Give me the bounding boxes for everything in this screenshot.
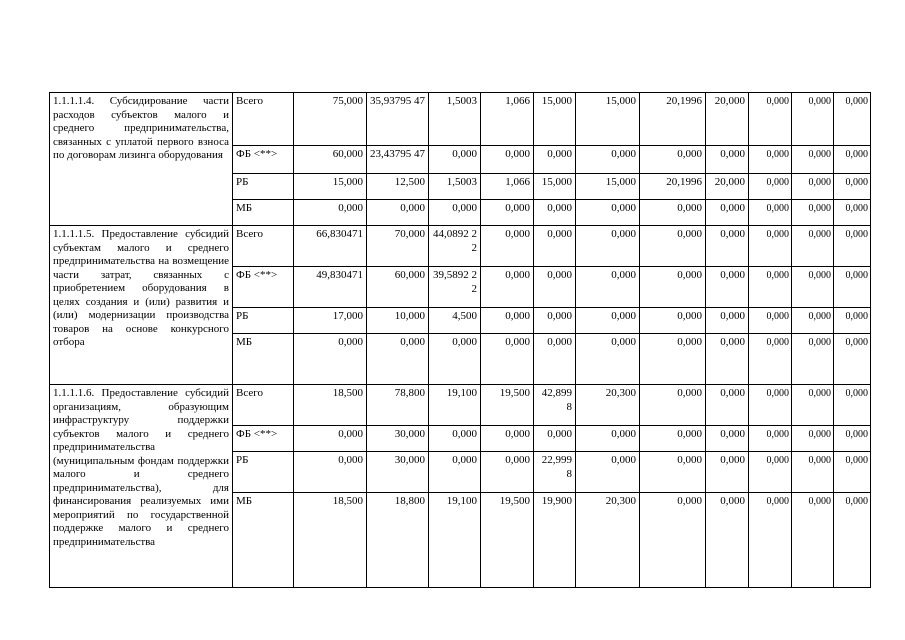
amount-cell: 60,000: [294, 146, 367, 174]
amount-cell: 0,000: [429, 452, 481, 493]
amount-cell: 19,100: [429, 493, 481, 588]
amount-cell: 20,300: [576, 493, 640, 588]
amount-cell: 0,000: [792, 146, 834, 174]
amount-cell: 0,000: [749, 426, 792, 452]
amount-cell: 0,000: [640, 452, 706, 493]
amount-cell: 30,000: [367, 452, 429, 493]
amount-cell: 0,000: [640, 146, 706, 174]
amount-cell: 0,000: [834, 385, 871, 426]
amount-cell: 0,000: [792, 174, 834, 200]
amount-cell: 1,5003: [429, 174, 481, 200]
amount-cell: 78,800: [367, 385, 429, 426]
amount-cell: 0,000: [749, 452, 792, 493]
amount-cell: 0,000: [534, 334, 576, 385]
amount-cell: 20,1996: [640, 174, 706, 200]
amount-cell: 0,000: [640, 267, 706, 308]
amount-cell: 0,000: [749, 385, 792, 426]
amount-cell: 18,800: [367, 493, 429, 588]
amount-cell: 44,0892 22: [429, 226, 481, 267]
amount-cell: 0,000: [534, 200, 576, 226]
amount-cell: 0,000: [706, 452, 749, 493]
amount-cell: 0,000: [834, 452, 871, 493]
amount-cell: 0,000: [481, 452, 534, 493]
amount-cell: 22,999 8: [534, 452, 576, 493]
amount-cell: 0,000: [792, 200, 834, 226]
amount-cell: 0,000: [792, 452, 834, 493]
amount-cell: 0,000: [834, 493, 871, 588]
amount-cell: 0,000: [367, 334, 429, 385]
amount-cell: 39,5892 22: [429, 267, 481, 308]
amount-cell: 1,066: [481, 93, 534, 146]
amount-cell: 0,000: [834, 426, 871, 452]
amount-cell: 0,000: [792, 334, 834, 385]
amount-cell: 75,000: [294, 93, 367, 146]
amount-cell: 60,000: [367, 267, 429, 308]
amount-cell: 0,000: [294, 334, 367, 385]
amount-cell: 35,93795 47: [367, 93, 429, 146]
amount-cell: 0,000: [576, 334, 640, 385]
amount-cell: 10,000: [367, 308, 429, 334]
funding-source: РБ: [233, 174, 294, 200]
amount-cell: 0,000: [481, 267, 534, 308]
amount-cell: 0,000: [706, 308, 749, 334]
amount-cell: 15,000: [294, 174, 367, 200]
amount-cell: 20,000: [706, 93, 749, 146]
amount-cell: 0,000: [640, 308, 706, 334]
amount-cell: 0,000: [640, 200, 706, 226]
amount-cell: 30,000: [367, 426, 429, 452]
funding-source: Всего: [233, 226, 294, 267]
table-row: [50, 226, 871, 267]
amount-cell: 0,000: [429, 146, 481, 174]
amount-cell: 20,1996: [640, 93, 706, 146]
amount-cell: 0,000: [429, 426, 481, 452]
amount-cell: 0,000: [640, 426, 706, 452]
activity-description: 1.1.1.1.5. Предоставление субсидий субъектам малого и среднего предпринимательства на возмещение части затрат, связанных с приобретением оборудования в целях создания и (или) развития и (или) модернизации производства товаров на основе конкурсного отбора: [50, 226, 233, 385]
amount-cell: 12,500: [367, 174, 429, 200]
amount-cell: 0,000: [749, 493, 792, 588]
amount-cell: 0,000: [294, 200, 367, 226]
amount-cell: 15,000: [576, 93, 640, 146]
amount-cell: 0,000: [534, 146, 576, 174]
amount-cell: 19,500: [481, 493, 534, 588]
amount-cell: 0,000: [749, 267, 792, 308]
amount-cell: 0,000: [706, 385, 749, 426]
amount-cell: 0,000: [640, 493, 706, 588]
amount-cell: 20,000: [706, 174, 749, 200]
amount-cell: 0,000: [367, 200, 429, 226]
amount-cell: 0,000: [749, 174, 792, 200]
amount-cell: 17,000: [294, 308, 367, 334]
amount-cell: 0,000: [749, 200, 792, 226]
amount-cell: 0,000: [576, 452, 640, 493]
amount-cell: 0,000: [749, 226, 792, 267]
funding-source: ФБ <**>: [233, 426, 294, 452]
amount-cell: 18,500: [294, 385, 367, 426]
funding-source: МБ: [233, 200, 294, 226]
amount-cell: 0,000: [749, 308, 792, 334]
amount-cell: 0,000: [834, 146, 871, 174]
amount-cell: 0,000: [749, 93, 792, 146]
amount-cell: 0,000: [576, 267, 640, 308]
amount-cell: 0,000: [706, 493, 749, 588]
amount-cell: 0,000: [534, 267, 576, 308]
amount-cell: 0,000: [834, 267, 871, 308]
amount-cell: 0,000: [481, 308, 534, 334]
funding-source: Всего: [233, 93, 294, 146]
amount-cell: 0,000: [294, 452, 367, 493]
amount-cell: 0,000: [792, 226, 834, 267]
amount-cell: 15,000: [534, 93, 576, 146]
amount-cell: 0,000: [576, 200, 640, 226]
amount-cell: 0,000: [429, 200, 481, 226]
amount-cell: 19,900: [534, 493, 576, 588]
funding-source: ФБ <**>: [233, 267, 294, 308]
amount-cell: 49,830471: [294, 267, 367, 308]
amount-cell: 0,000: [481, 226, 534, 267]
activity-description: 1.1.1.1.6. Предоставление субсидий организациям, образующим инфраструктуру поддержки субъектов малого и среднего предпринимательства (муниципальным фондам поддержки малого и среднего предпринимательства), для финансирования реализуемых ими мероприятий по государственной поддержке малого и среднего предпринимательства: [50, 385, 233, 588]
amount-cell: 42,899 8: [534, 385, 576, 426]
amount-cell: 15,000: [576, 174, 640, 200]
funding-source: РБ: [233, 452, 294, 493]
amount-cell: 0,000: [834, 308, 871, 334]
amount-cell: 0,000: [640, 334, 706, 385]
amount-cell: 0,000: [481, 146, 534, 174]
funding-source: МБ: [233, 334, 294, 385]
amount-cell: 15,000: [534, 174, 576, 200]
amount-cell: 0,000: [834, 334, 871, 385]
amount-cell: 0,000: [640, 385, 706, 426]
funding-source: РБ: [233, 308, 294, 334]
amount-cell: 0,000: [706, 334, 749, 385]
amount-cell: 0,000: [792, 267, 834, 308]
amount-cell: 0,000: [294, 426, 367, 452]
amount-cell: 0,000: [834, 200, 871, 226]
funding-source: ФБ <**>: [233, 146, 294, 174]
amount-cell: 0,000: [481, 200, 534, 226]
amount-cell: 0,000: [534, 308, 576, 334]
amount-cell: 20,300: [576, 385, 640, 426]
amount-cell: 66,830471: [294, 226, 367, 267]
amount-cell: 0,000: [749, 146, 792, 174]
amount-cell: 0,000: [706, 146, 749, 174]
amount-cell: 0,000: [792, 385, 834, 426]
amount-cell: 0,000: [534, 226, 576, 267]
table-body: [50, 93, 871, 588]
amount-cell: 0,000: [640, 226, 706, 267]
amount-cell: 0,000: [834, 93, 871, 146]
amount-cell: 4,500: [429, 308, 481, 334]
amount-cell: 0,000: [792, 493, 834, 588]
amount-cell: 19,500: [481, 385, 534, 426]
amount-cell: 0,000: [429, 334, 481, 385]
amount-cell: 1,5003: [429, 93, 481, 146]
amount-cell: 0,000: [834, 226, 871, 267]
amount-cell: 0,000: [576, 426, 640, 452]
amount-cell: 0,000: [576, 226, 640, 267]
amount-cell: 1,066: [481, 174, 534, 200]
amount-cell: 70,000: [367, 226, 429, 267]
funding-source: МБ: [233, 493, 294, 588]
amount-cell: 0,000: [792, 426, 834, 452]
amount-cell: 0,000: [481, 334, 534, 385]
amount-cell: 0,000: [481, 426, 534, 452]
amount-cell: 0,000: [706, 267, 749, 308]
amount-cell: 0,000: [534, 426, 576, 452]
amount-cell: 0,000: [706, 200, 749, 226]
amount-cell: 0,000: [576, 308, 640, 334]
amount-cell: 0,000: [834, 174, 871, 200]
amount-cell: 19,100: [429, 385, 481, 426]
table-row: [50, 93, 871, 146]
amount-cell: 0,000: [706, 426, 749, 452]
amount-cell: 0,000: [706, 226, 749, 267]
amount-cell: 23,43795 47: [367, 146, 429, 174]
table-row: [50, 385, 871, 426]
amount-cell: 0,000: [576, 146, 640, 174]
funding-source: Всего: [233, 385, 294, 426]
amount-cell: 0,000: [749, 334, 792, 385]
amount-cell: 0,000: [792, 93, 834, 146]
budget-table: [49, 92, 871, 588]
activity-description: 1.1.1.1.4. Субсидирование части расходов субъектов малого и среднего предпринимательства, связанных с уплатой первого взноса по договорам лизинга оборудования: [50, 93, 233, 226]
amount-cell: 0,000: [792, 308, 834, 334]
amount-cell: 18,500: [294, 493, 367, 588]
